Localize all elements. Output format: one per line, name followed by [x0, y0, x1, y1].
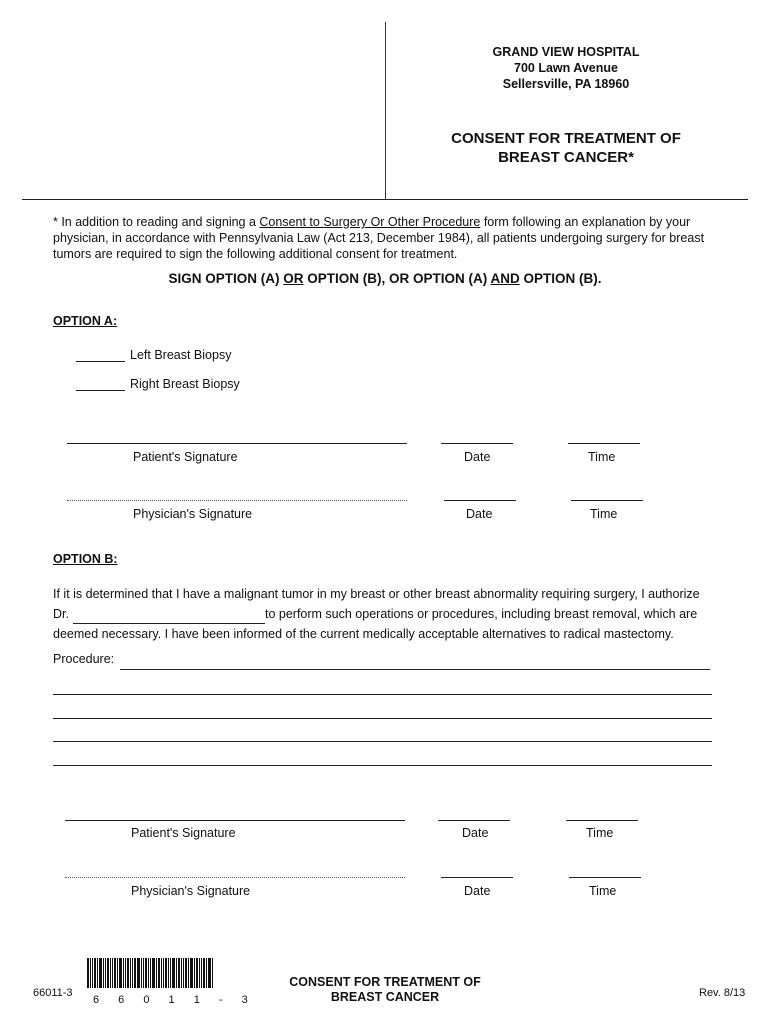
option-a-patient-date-line[interactable]	[441, 443, 513, 444]
footer-title-line-1: CONSENT FOR TREATMENT OF	[289, 975, 481, 989]
option-b-physician-time-line[interactable]	[569, 877, 641, 878]
header-divider-vertical	[385, 22, 386, 200]
procedure-line-5[interactable]	[53, 765, 712, 766]
intro-text-1: * In addition to reading and signing a	[53, 215, 260, 229]
option-b-patient-time-label: Time	[586, 826, 614, 840]
form-title	[430, 129, 702, 167]
address-line-2: Sellersville, PA 18960	[502, 77, 630, 91]
footer-title-line-2: BREAST CANCER	[330, 990, 440, 1004]
option-a-heading: OPTION A:	[53, 314, 118, 328]
option-b-physician-time-label: Time	[589, 884, 617, 898]
option-b-line-1: If it is determined that I have a malignant tumor in my breast or other breast abnormality requiring surgery, I authorize	[53, 587, 700, 601]
doctor-name-field[interactable]	[73, 608, 265, 624]
form-number: 66011-3	[33, 987, 73, 999]
procedure-label: Procedure:	[53, 652, 115, 666]
option-a-physician-date-line[interactable]	[444, 500, 516, 501]
option-b-patient-signature-label: Patient's Signature	[131, 826, 236, 840]
option-b-physician-signature-label: Physician's Signature	[131, 884, 251, 898]
option-b-patient-signature-line[interactable]	[65, 820, 405, 821]
hospital-name: GRAND VIEW HOSPITAL	[492, 45, 640, 59]
option-a-physician-date-label: Date	[466, 507, 493, 521]
option-b-physician-date-label: Date	[464, 884, 491, 898]
option-b-paragraph	[53, 584, 723, 644]
option-a-physician-signature-label: Physician's Signature	[133, 507, 253, 521]
option-b-line-2-text: to perform such operations or procedures, including breast removal, which are	[264, 607, 698, 621]
footer-title	[255, 975, 515, 1005]
option-b-patient-date-line[interactable]	[438, 820, 510, 821]
form-title-line-1: CONSENT FOR TREATMENT OF	[451, 130, 681, 147]
right-biopsy-label: Right Breast Biopsy	[130, 377, 240, 391]
revision-label: Rev. 8/13	[699, 987, 746, 999]
procedure-line-3[interactable]	[53, 718, 712, 719]
left-biopsy-label: Left Breast Biopsy	[130, 348, 232, 362]
dr-label: Dr.	[53, 607, 69, 621]
procedure-line-1[interactable]	[120, 669, 710, 670]
form-title-line-2: BREAST CANCER*	[498, 149, 634, 166]
procedure-line-4[interactable]	[53, 741, 712, 742]
consent-to-surgery-reference: Consent to Surgery Or Other Procedure	[259, 215, 481, 229]
right-biopsy-blank[interactable]	[76, 390, 125, 391]
option-a-physician-time-line[interactable]	[571, 500, 643, 501]
header-divider-horizontal	[22, 199, 748, 200]
option-b-physician-date-line[interactable]	[441, 877, 513, 878]
option-a-physician-signature-line[interactable]	[67, 500, 407, 501]
option-a-patient-time-label: Time	[588, 450, 616, 464]
left-biopsy-blank[interactable]	[76, 361, 125, 362]
option-b-patient-time-line[interactable]	[566, 820, 638, 821]
option-b-heading: OPTION B:	[53, 552, 118, 566]
intro-paragraph	[53, 214, 715, 262]
procedure-line-2[interactable]	[53, 694, 712, 695]
hospital-address	[450, 44, 682, 92]
option-a-patient-signature-line[interactable]	[67, 443, 407, 444]
intro-text-2: form following an explanation by your physician, in accordance with Pennsylvania Law (Act 213, December 1984), all patients undergoing surgery for breast tumors are required to sign the following additional consent for treatment.	[53, 215, 705, 261]
option-a-patient-time-line[interactable]	[568, 443, 640, 444]
option-a-patient-date-label: Date	[464, 450, 491, 464]
barcode-icon	[87, 958, 214, 988]
sign-option-instruction: SIGN OPTION (A) OR OPTION (B), OR OPTION (A) AND OPTION (B).	[168, 271, 602, 286]
option-b-line-2	[53, 604, 723, 624]
option-b-patient-date-label: Date	[462, 826, 489, 840]
option-a-physician-time-label: Time	[590, 507, 618, 521]
option-a-patient-signature-label: Patient's Signature	[133, 450, 238, 464]
option-b-line-3: deemed necessary. I have been informed of the current medically acceptable alternatives to radical mastectomy.	[53, 627, 674, 641]
barcode-digits: 6 6 0 1 1 - 3	[93, 994, 256, 1006]
option-b-physician-signature-line[interactable]	[65, 877, 405, 878]
address-line-1: 700 Lawn Avenue	[514, 61, 618, 75]
